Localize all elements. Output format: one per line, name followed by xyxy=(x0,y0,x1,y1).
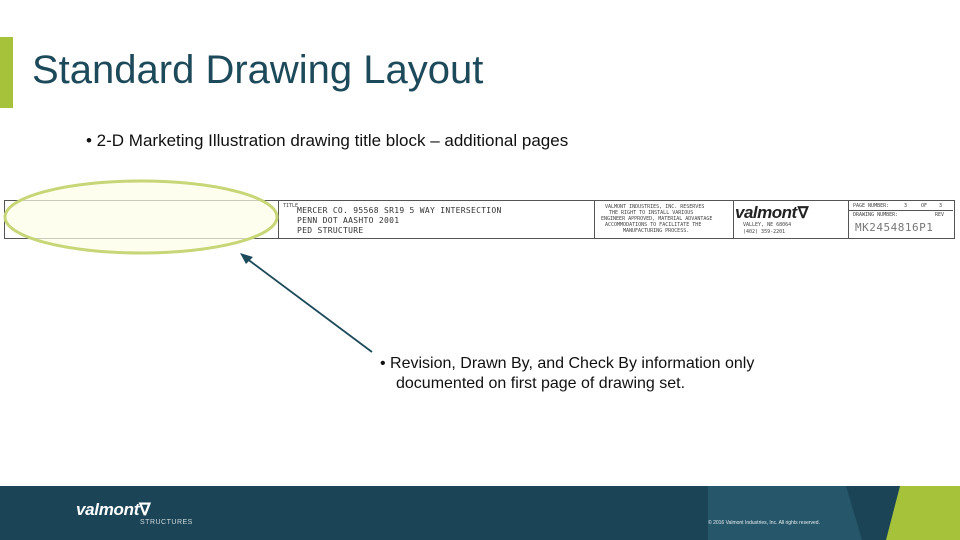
drawing-number: MK2454816P1 xyxy=(855,221,934,234)
address-line-1: VALLEY, NE 68064 xyxy=(743,222,792,228)
bullet-revision-line-1: • Revision, Drawn By, and Check By information only xyxy=(380,355,755,372)
rev-label: REV xyxy=(935,212,945,218)
footer-logo-sub: STRUCTURES xyxy=(140,519,193,526)
page-number-label: PAGE NUMBER: xyxy=(853,203,890,209)
footer-logo-text: valmont xyxy=(76,500,140,519)
notice-line-2: THE RIGHT TO INSTALL VARIOUS xyxy=(609,210,694,216)
page-of: OF xyxy=(921,203,928,209)
footer-band-shape xyxy=(708,486,862,540)
footer-green-shape xyxy=(886,486,960,540)
title-label: TITLE xyxy=(283,203,299,209)
title-line-2: PENN DOT AASHTO 2001 xyxy=(297,216,400,225)
notice-line-5: MANUFACTURING PROCESS. xyxy=(623,228,690,234)
footer-v-icon: ∇ xyxy=(139,500,151,519)
footer-copyright: © 2016 Valmont Industries, Inc. All rights reserved. xyxy=(708,520,820,526)
notice-line-3: ENGINEER APPROVED, MATERIAL ADVANTAGE xyxy=(601,216,713,222)
slide-title: Standard Drawing Layout xyxy=(32,48,484,92)
bullet-revision-line-2: documented on first page of drawing set. xyxy=(396,375,686,392)
title-block-logo-text: valmont xyxy=(735,203,797,222)
page-total: 3 xyxy=(939,203,943,209)
notice-line-4: ACCOMMODATIONS TO FACILITATE THE xyxy=(605,222,702,228)
bullet-title-block: • 2-D Marketing Illustration drawing title block – additional pages xyxy=(86,131,569,150)
address-line-2: (402) 359-2201 xyxy=(743,229,786,235)
title-line-3: PED STRUCTURE xyxy=(297,226,364,235)
notice-line-1: VALMONT INDUSTRIES, INC. RESERVES xyxy=(605,204,705,210)
footer-logo xyxy=(76,500,150,520)
valmont-v-icon: ∇ xyxy=(797,205,808,222)
title-line-1: MERCER CO. 95568 SR19 5 WAY INTERSECTION xyxy=(297,206,502,215)
page-current: 3 xyxy=(904,203,908,209)
drawing-number-label: DRAWING NUMBER: xyxy=(853,212,899,218)
